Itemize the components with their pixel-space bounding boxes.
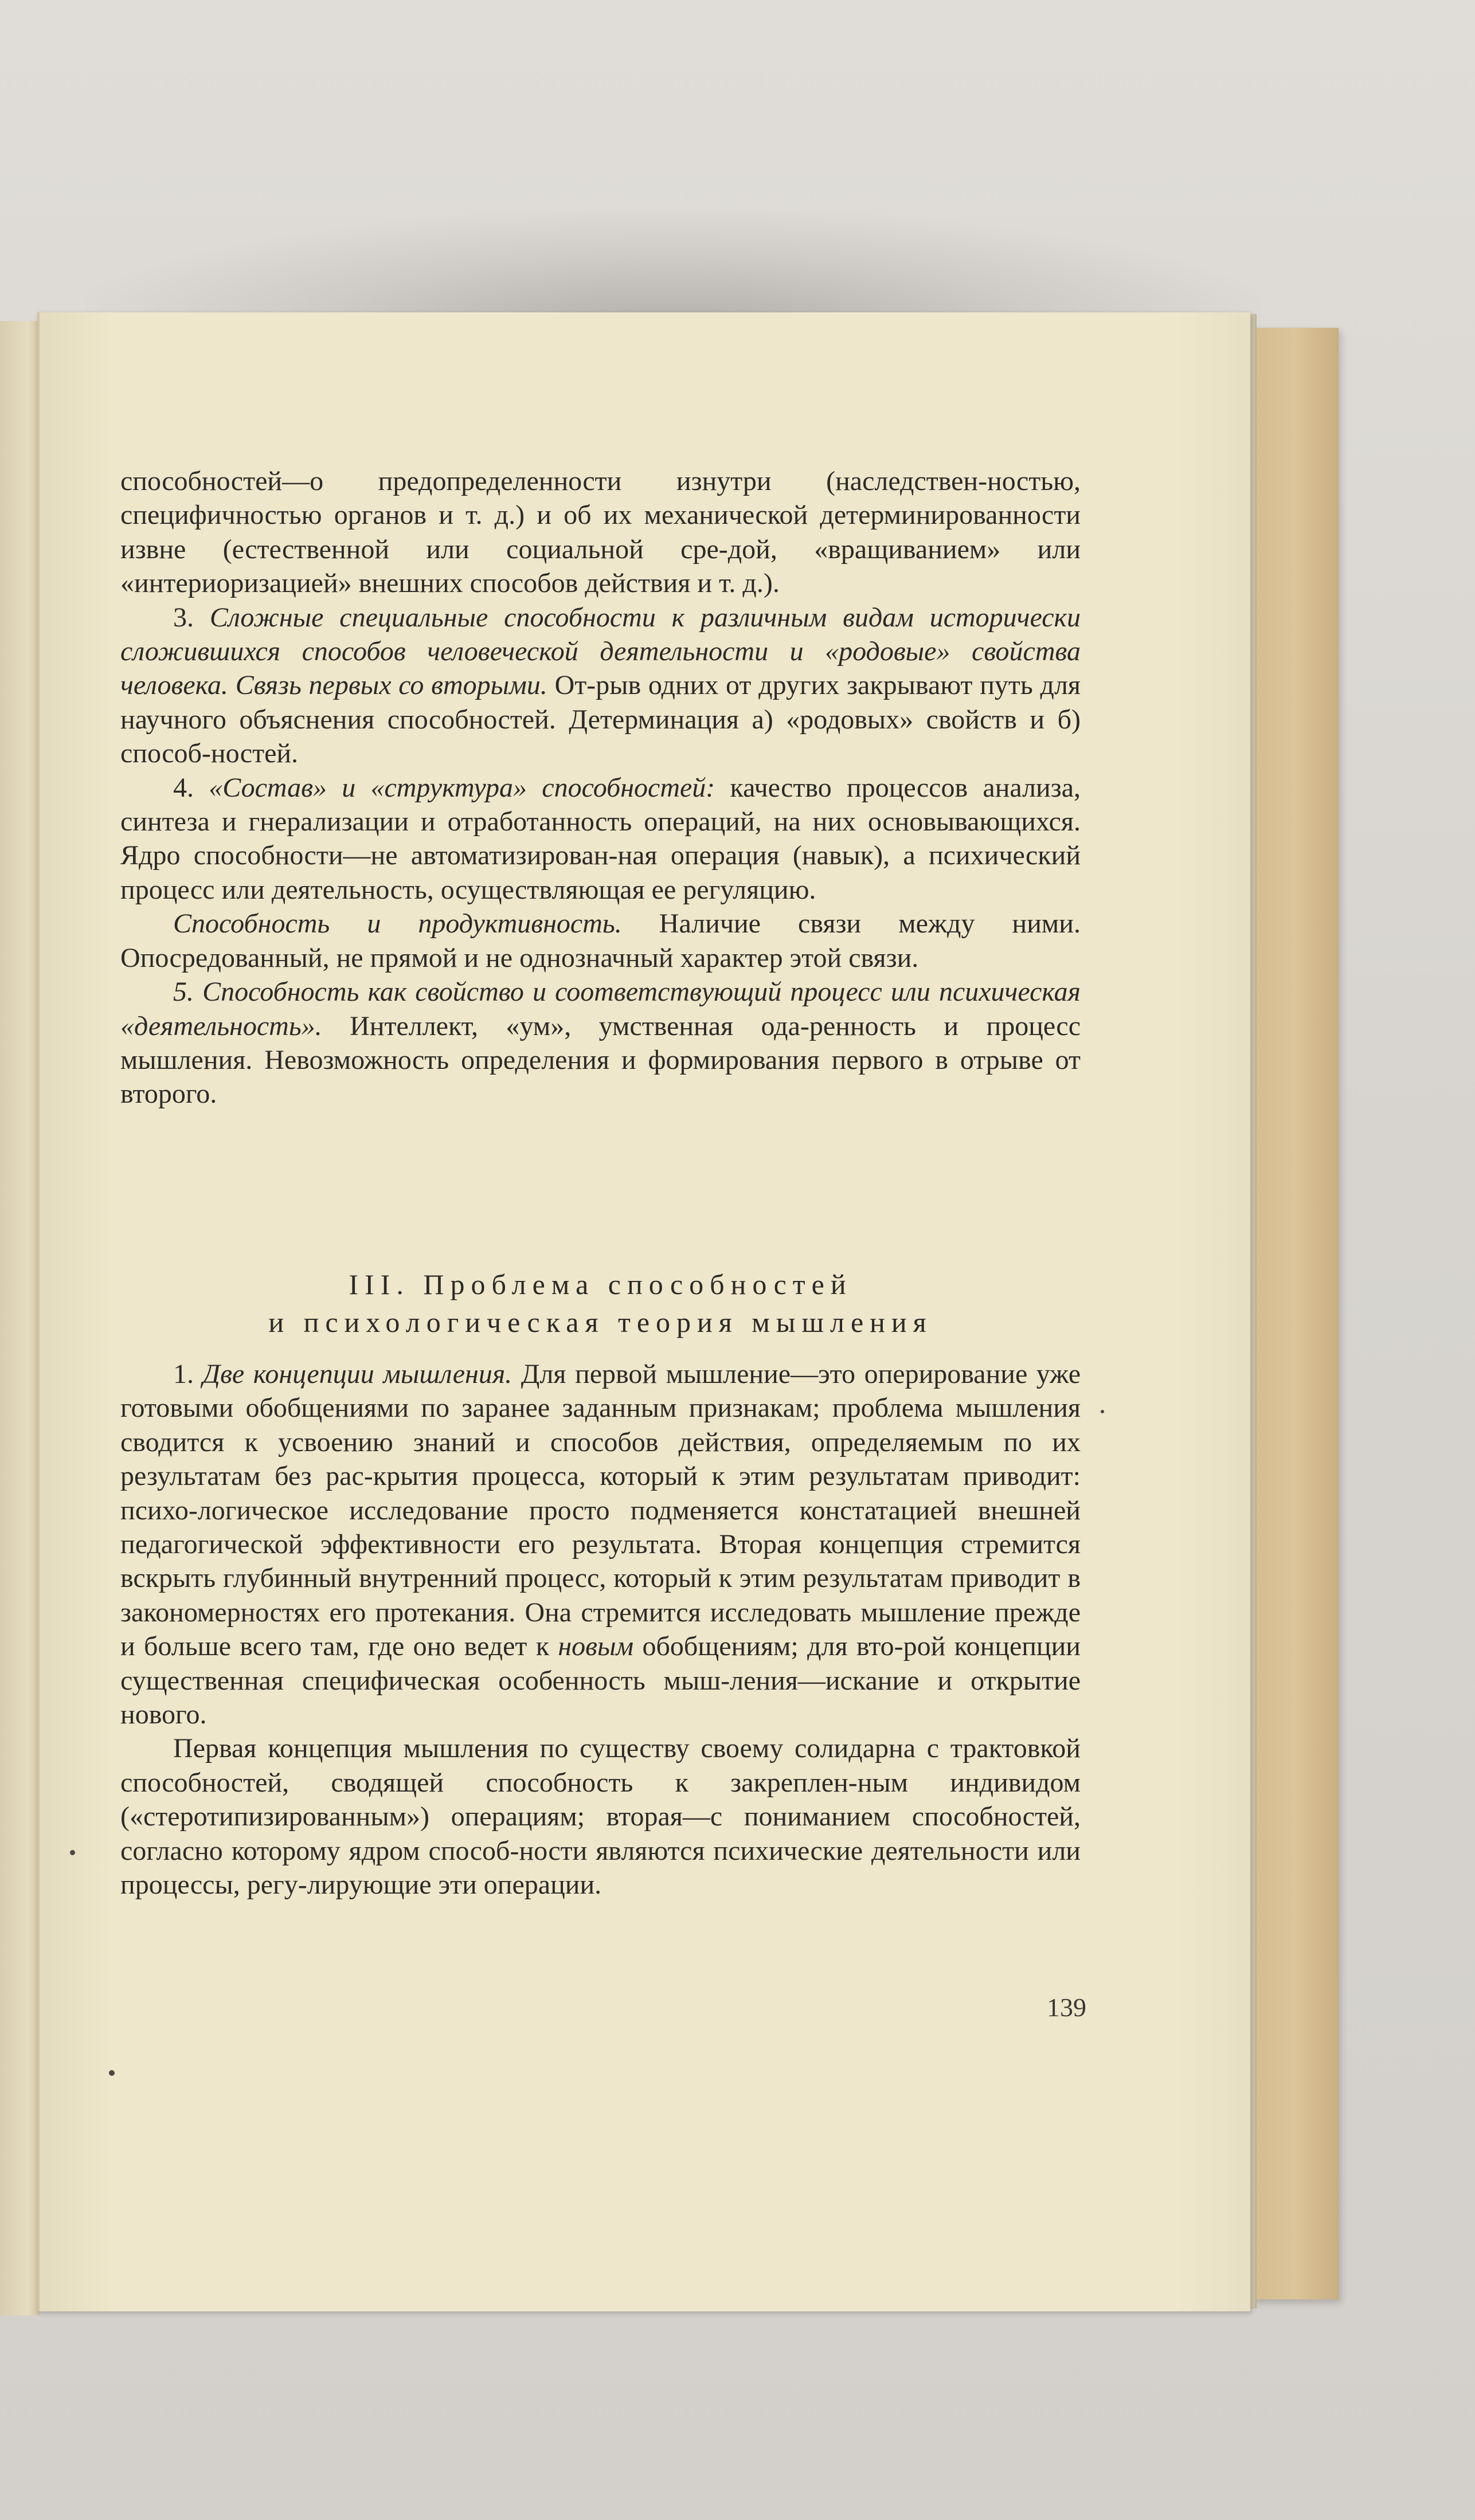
item-number: 1. [173, 1359, 203, 1389]
speck [1101, 1410, 1104, 1413]
item-emphasis: новым [558, 1631, 634, 1662]
item-title: Способность и продуктивность. [173, 908, 622, 939]
item-number: 3. [173, 602, 210, 633]
paragraph-continuation: способностей—о предопределенности изнутри (наследствен-ностью, специфичностью органов и т. д.) и об их механической детерминированности извне (естественной или социальной сре-дой, «вращиванием» или «интериоризацией» внешних способов действия и т. д.). [120, 466, 1081, 599]
paragraph-item-3 [120, 601, 1081, 771]
item-body: Для первой мышление—это оперирование уже готовыми обобщениями по заранее заданным признакам; проблема мышления сводится к усвоению знаний и способов действия, определяемым по их результатам без рас-крытия процесса, который к этим результатам приводит: психо-логическое исследование просто подменяется констатацией внешней педагогической эффективности его результата. Вторая концепция стремится вскрыть глубинный внутренний процесс, который к этим результатам приводит в закономерностях его протекания. Она стремится исследовать мышление прежде и больше всего там, где оно ведет к [120, 1359, 1081, 1662]
left-page-edge [0, 321, 40, 2315]
item-title: «Состав» и «структура» способностей: [209, 772, 715, 803]
item-body: От-рыв одних от других закрывают путь для научного объяснения способностей. Детерминация а) «родовых» свойств и б) способ-ностей. [120, 670, 1081, 769]
item-number: 4. [173, 772, 209, 803]
section-heading-line-2: и психологическая теория мышления [268, 1306, 933, 1338]
paragraph-first-concept: Первая концепция мышления по существу своему солидарна с трактовкой способностей, сводящей способность к закреплен-ным индивидом («стеротипизированным») операциям; вторая—с пониманием способностей, согласно которому ядром способ-ности являются психические деятельности или процессы, регу-лирующие эти операции. [120, 1733, 1081, 1900]
page-text-top [120, 464, 1081, 1111]
item-body-end: обобщениям; для вто-рой концепции существенная специфическая особенность мыш-ления—искание и открытие нового. [120, 1631, 1081, 1730]
speck [109, 2070, 115, 2076]
item-body: качество процессов анализа, синтеза и гнерализации и отработанность операций, на них основывающихся. Ядро способности—не автоматизирован-ная операция (навык), а психический процесс или деятельность, осуществляющая ее регуляцию. [120, 772, 1081, 905]
paragraph-productivity [120, 907, 1081, 975]
speck [70, 1850, 75, 1855]
item-body: Наличие связи между ними. Опосредованный, не прямой и не однозначный характер этой связи. [120, 908, 1081, 973]
item-title: Сложные специальные способности к различным видам исторически сложившихся способов человеческой деятельности и «родовые» свойства человека. Связь первых со вторыми. [120, 602, 1081, 701]
item-title: 5. Способность как свойство и соответствующий процесс или психическая «деятельность». [120, 977, 1081, 1041]
item-title: Две концепции мышления. [202, 1359, 512, 1389]
paragraph-two-concepts [120, 1357, 1081, 1731]
page-number: 139 [1047, 1993, 1086, 2022]
paragraph-item-4 [120, 771, 1081, 907]
section-heading-line-1: III. Проблема способностей [349, 1268, 852, 1300]
paragraph-item-5 [120, 975, 1081, 1111]
item-body: Интеллект, «ум», умственная ода-ренность и процесс мышления. Невозможность определения и формирования первого в отрыве от второго. [120, 1010, 1081, 1110]
page-text-bottom [120, 1357, 1081, 1902]
